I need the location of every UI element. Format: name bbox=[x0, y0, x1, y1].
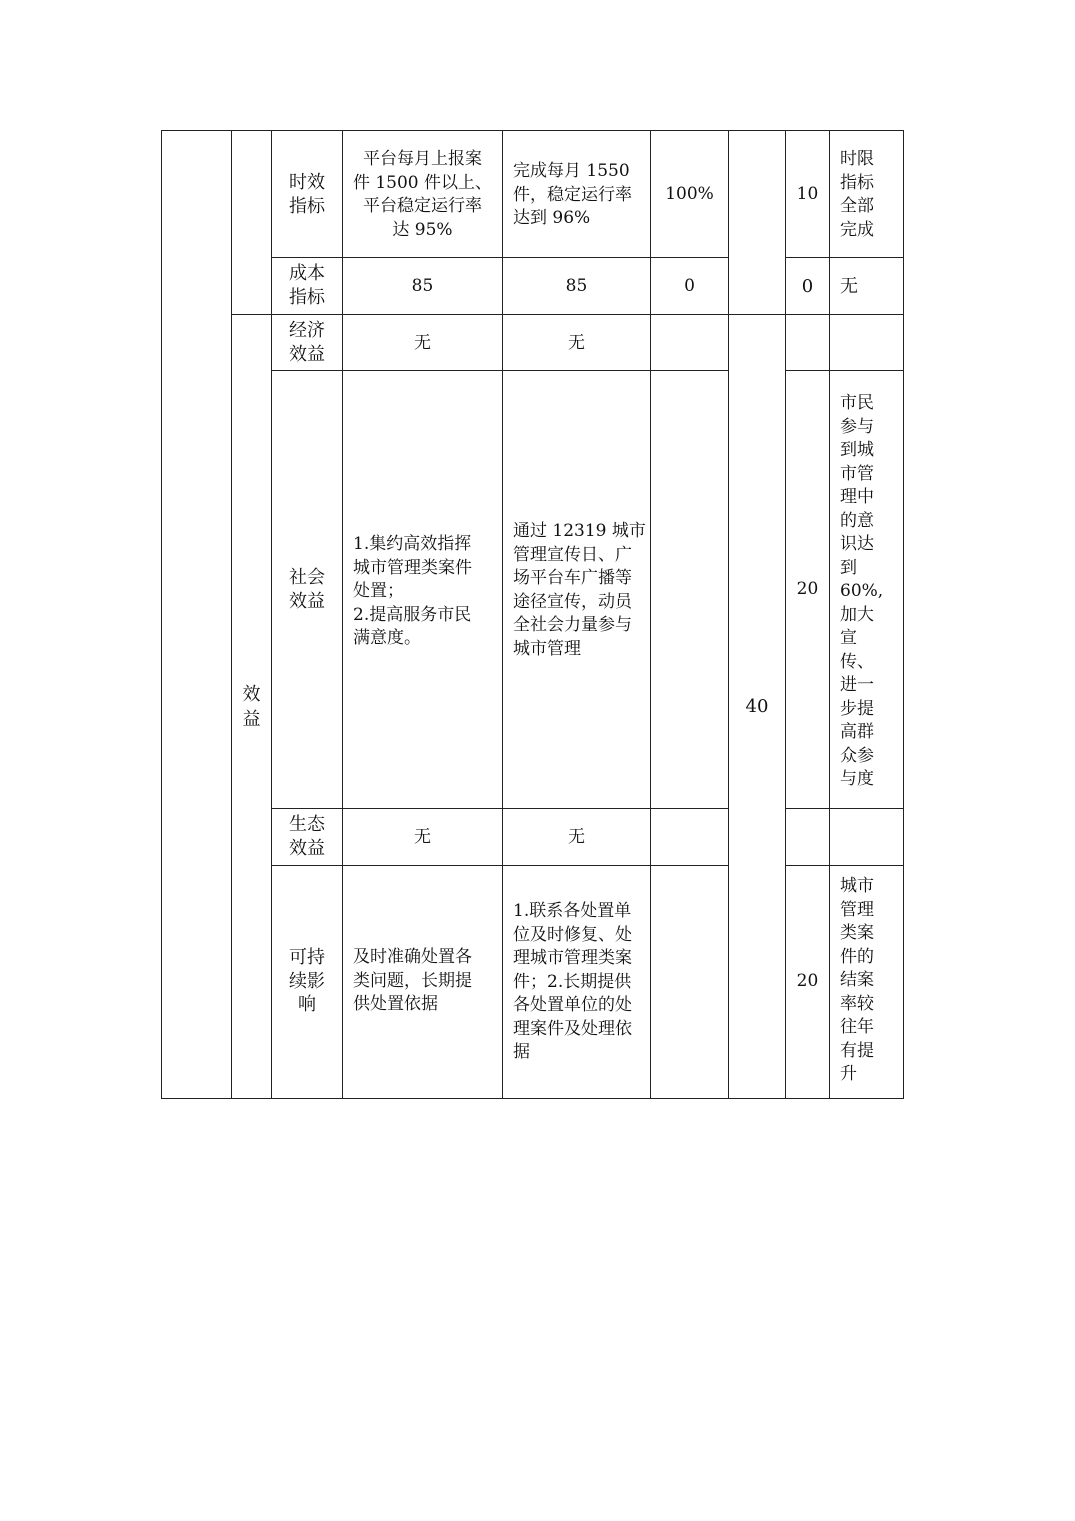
actual-value: 1.联系各处置单 位及时修复、处 理城市管理类案 件；2.长期提供 各处置单位的处 理案件及处理依 据 bbox=[513, 901, 632, 1062]
row5-rate-cell bbox=[650, 808, 729, 866]
indicator-name: 生态 效益 bbox=[289, 814, 325, 859]
target-value: 85 bbox=[411, 276, 434, 296]
indicator-name: 时效 指标 bbox=[289, 172, 325, 217]
target-value: 及时准确处置各 类问题，长期提 供处置依据 bbox=[353, 947, 472, 1014]
row3-rate-cell bbox=[650, 314, 729, 371]
score-value: 0 bbox=[801, 276, 814, 297]
deviation-note: 市民 参与 到城 市管 理中 的意 识达 到 60%, 加大 宣 传、 进一 步提 高群 众参 与度 bbox=[840, 393, 884, 789]
row3-score-cell bbox=[785, 314, 830, 371]
indicator-name: 社会 效益 bbox=[289, 567, 325, 612]
score-value: 10 bbox=[796, 184, 819, 204]
indicator-name: 成本 指标 bbox=[289, 263, 325, 308]
target-value: 无 bbox=[414, 333, 431, 353]
actual-value: 完成每月 1550 件，稳定运行率 达到 96% bbox=[513, 161, 632, 228]
score-value: 20 bbox=[796, 579, 819, 599]
upper-weight-cell bbox=[728, 130, 786, 315]
weight-value: 40 bbox=[745, 696, 769, 717]
actual-value: 通过 12319 城市 管理宣传日、广 场平台车广播等 途径宣传，动员 全社会力量参与 城市管理 bbox=[513, 521, 646, 659]
category-empty-cell bbox=[231, 130, 272, 315]
target-value: 1.集约高效指挥 城市管理类案件 处置； 2.提高服务市民 满意度。 bbox=[353, 534, 472, 648]
category-label: 效 益 bbox=[242, 684, 261, 730]
deviation-note: 城市 管理 类案 件的 结案 率较 往年 有提 升 bbox=[840, 876, 874, 1084]
col-empty bbox=[161, 130, 232, 1099]
row4-rate-cell bbox=[650, 370, 729, 809]
target-value: 无 bbox=[414, 827, 431, 847]
actual-value: 85 bbox=[565, 276, 588, 296]
indicator-name: 经济 效益 bbox=[289, 320, 325, 365]
row5-note-cell bbox=[829, 808, 904, 866]
actual-value: 无 bbox=[568, 333, 585, 353]
completion-rate: 0 bbox=[684, 276, 695, 296]
row6-rate-cell bbox=[650, 865, 729, 1099]
score-value: 20 bbox=[796, 971, 819, 991]
target-value: 平台每月上报案 件 1500 件以上、 平台稳定运行率 达 95% bbox=[352, 149, 493, 240]
row5-score-cell bbox=[785, 808, 830, 866]
actual-value: 无 bbox=[568, 827, 585, 847]
row3-note-cell bbox=[829, 314, 904, 371]
deviation-note: 无 bbox=[840, 276, 858, 297]
completion-rate: 100% bbox=[665, 184, 714, 204]
deviation-note: 时限 指标 全部 完成 bbox=[840, 149, 874, 240]
indicator-name: 可持 续影 响 bbox=[289, 947, 325, 1015]
